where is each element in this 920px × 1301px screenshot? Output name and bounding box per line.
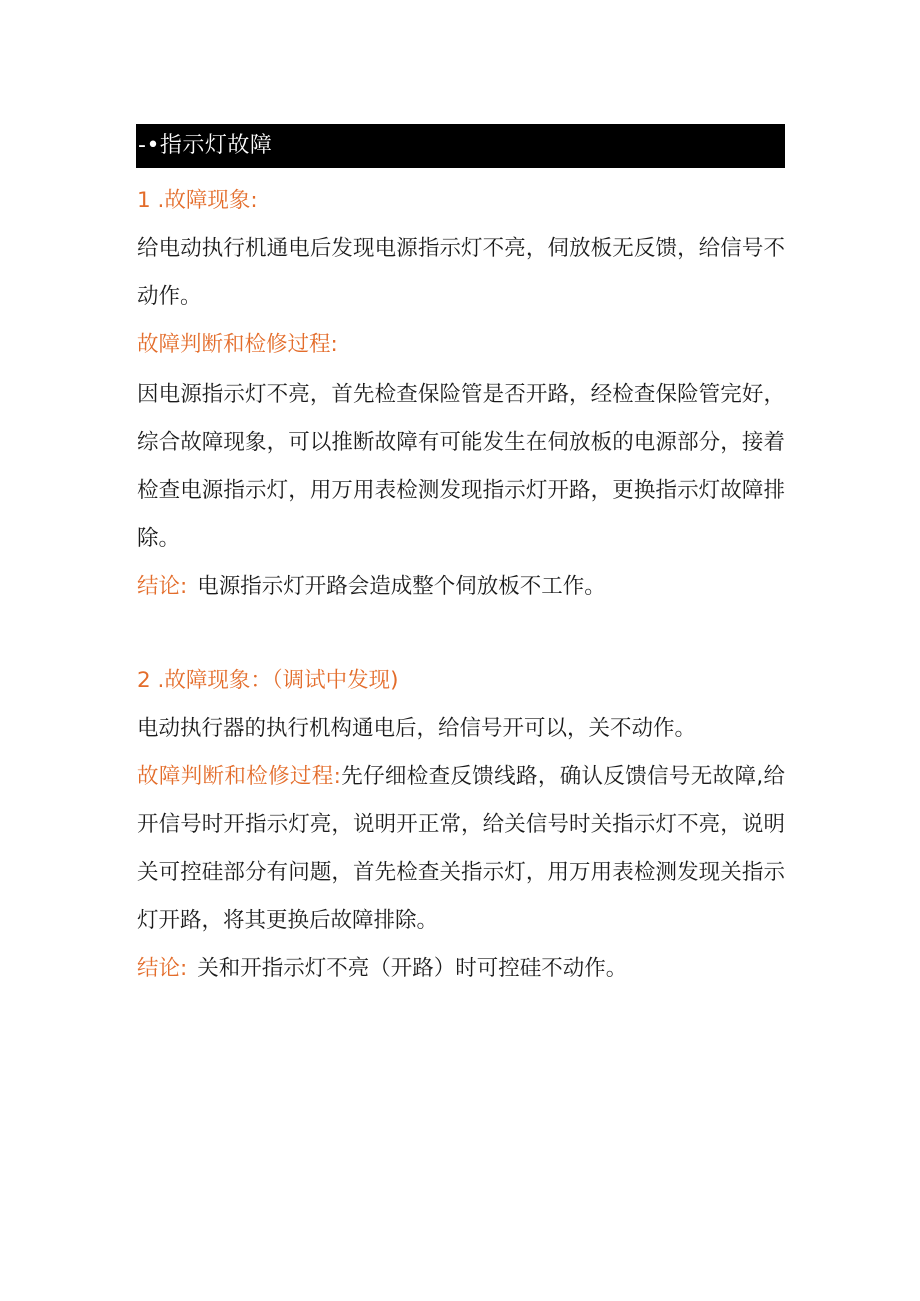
- section1-diagnosis-line-4: 除。: [137, 526, 181, 551]
- section2-diagnosis-label: 故障判断和检修过程:: [137, 764, 341, 789]
- section2-diagnosis-line-3: 关可控硅部分有问题，首先检查关指示灯，用万用表检测发现关指示: [137, 860, 785, 885]
- section2-conclusion: [137, 957, 627, 981]
- section2-diagnosis-line-4: 灯开路，将其更换后故障排除。: [137, 908, 439, 933]
- section2-heading: 2 .故障现象：（调试中发现): [137, 668, 399, 693]
- section1-symptom-line-2: 动作。: [137, 284, 202, 309]
- section2-diagnosis-first: 先仔细检查反馈线路，确认反馈信号无故障,给: [340, 764, 785, 789]
- section1-symptom-line-1: 给电动执行机通电后发现电源指示灯不亮，伺放板无反馈，给信号不: [137, 236, 785, 261]
- section2-conclusion-label: 结论:: [137, 956, 188, 981]
- section1-diagnosis-line-1: 因电源指示灯不亮，首先检查保险管是否开路，经检查保险管完好，: [137, 382, 785, 407]
- section1-diagnosis-line-2: 综合故障现象，可以推断故障有可能发生在伺放板的电源部分，接着: [137, 430, 785, 455]
- section1-conclusion: [137, 575, 606, 599]
- section1-diagnosis-line-3: 检查电源指示灯，用万用表检测发现指示灯开路，更换指示灯故障排: [137, 478, 785, 503]
- section1-diagnosis-label: 故障判断和检修过程:: [137, 332, 338, 357]
- section-title: -•指示灯故障: [138, 133, 273, 158]
- section-title-bar: [136, 124, 785, 168]
- section2-symptom-line: 电动执行器的执行机构通电后，给信号开可以，关不动作。: [137, 716, 697, 741]
- section2-diagnosis-first-line: [137, 765, 785, 789]
- section1-heading: 1 .故障现象:: [137, 188, 258, 213]
- section1-conclusion-label: 结论:: [137, 574, 188, 599]
- section2-diagnosis-line-2: 开信号时开指示灯亮，说明开正常，给关信号时关指示灯不亮，说明: [137, 812, 785, 837]
- section1-conclusion-text: 电源指示灯开路会造成整个伺放板不工作。: [197, 574, 606, 599]
- section2-conclusion-text: 关和开指示灯不亮（开路）时可控硅不动作。: [197, 956, 628, 981]
